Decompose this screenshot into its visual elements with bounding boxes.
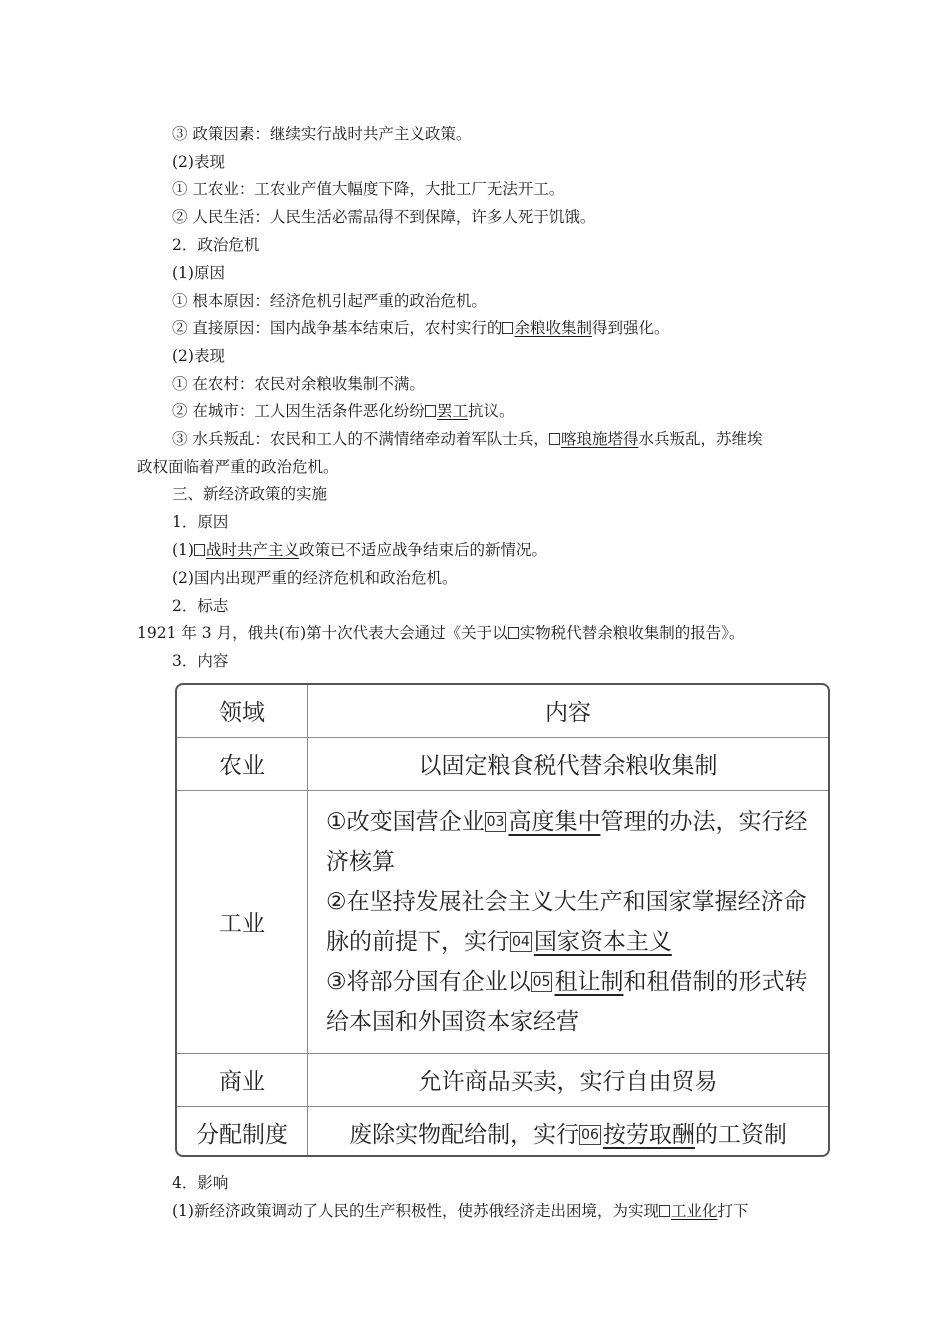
header-cell: 领域 (177, 685, 308, 737)
content-table (175, 683, 830, 1157)
blank-number: 06 (581, 1127, 599, 1144)
subheading (172, 152, 225, 172)
blank-answer: 罢工 (436, 402, 468, 420)
blank-answer: 战时共产主义 (205, 541, 299, 559)
blank-number: 05 (532, 973, 551, 990)
blank-answer: 余粮收集制 (514, 319, 592, 337)
blank-answer: 按劳取酬 (602, 1122, 695, 1149)
line-text: (2)国内出现严重的经济危机和政治危机。 (172, 569, 458, 587)
line-text: 1．原因 (172, 513, 229, 531)
line-text: 抗议。 (467, 402, 515, 420)
text-line (172, 568, 457, 588)
text-line (137, 623, 744, 643)
blank-box-icon (659, 1205, 670, 1217)
subheading (172, 596, 228, 616)
line-text: 2．政治危机 (172, 236, 260, 254)
cell-text: ③将部分国有企业以 (326, 968, 531, 995)
content-cell: 以固定粮食税代替余粮收集制 (308, 737, 829, 790)
cell-text: ②在坚持发展社会主义大生产和国家掌握经济命脉的前提下，实行 (326, 888, 807, 955)
blank-answer: 租让制 (554, 968, 624, 995)
blank-number: 03 (486, 813, 505, 830)
table-header-row (177, 685, 828, 737)
blank-answer: 高度集中 (508, 808, 601, 835)
blank-answer: 工业化 (670, 1202, 718, 1220)
table-row (177, 737, 828, 790)
line-text: 1921 年 3 月，俄共(布)第十次代表大会通过《关于以 (137, 624, 508, 642)
text-line (172, 401, 514, 421)
subheading (172, 512, 228, 532)
line-text: 水兵叛乱，苏维埃 (638, 430, 763, 448)
table-row (177, 790, 828, 1053)
content-cell: 允许商品买卖，实行自由贸易 (308, 1053, 829, 1106)
blank-number: 04 (512, 933, 530, 950)
text-line (172, 207, 595, 227)
text-line (172, 124, 471, 144)
line-text: ① 在农村：农民对余粮收集制不满。 (172, 375, 425, 393)
cell-text: 的工资制 (694, 1122, 787, 1149)
line-text: ③ 政策因素：继续实行战时共产主义政策。 (172, 125, 472, 143)
field-cell: 分配制度 (177, 1106, 308, 1157)
cell-text: ①改变国营企业 (326, 808, 485, 835)
blank-box-icon (549, 433, 560, 445)
table-row (177, 1106, 828, 1157)
line-text: (1)原因 (172, 264, 225, 282)
cell-text: 管理的办法，实行经济核算 (326, 808, 808, 875)
line-text: ② 直接原因：国内战争基本结束后，农村实行的 (172, 319, 503, 337)
line-text: 3．内容 (172, 652, 229, 670)
blank-answer: 喀琅施塔得 (560, 430, 639, 448)
blank-box-icon (194, 544, 205, 556)
text-line (172, 318, 669, 338)
text-line (172, 429, 762, 449)
blank-box-icon (502, 322, 513, 334)
subheading (172, 651, 228, 671)
line-text: (1)新经济政策调动了人民的生产积极性，使苏俄经济走出困境，为实现 (172, 1202, 659, 1220)
blank-answer: 国家资本主义 (533, 928, 672, 955)
section-heading (172, 235, 259, 255)
text-line (172, 291, 487, 311)
text-line (172, 374, 425, 394)
line-text: ① 根本原因：经济危机引起严重的政治危机。 (172, 292, 487, 310)
line-text: (2)表现 (172, 153, 225, 171)
cell-text: 和租借制的形式转给本国和外国资本家经营 (326, 968, 808, 1035)
line-text: 打下 (717, 1202, 749, 1220)
line-text: (1) (172, 541, 194, 559)
header-cell: 内容 (308, 685, 829, 737)
line-text: 4．影响 (172, 1174, 229, 1192)
fill-in-blank (194, 541, 299, 559)
text-line (172, 179, 564, 199)
line-text: 三、新经济政策的实施 (172, 485, 328, 503)
fill-in-blank (425, 402, 468, 420)
section-heading (172, 484, 327, 504)
line-text: 实物税代替余粮收集制的报告》。 (519, 624, 745, 642)
field-cell: 商业 (177, 1053, 308, 1106)
fill-in-blank (549, 430, 639, 448)
subheading (172, 1173, 228, 1193)
fill-in-blank (502, 319, 592, 337)
field-cell: 农业 (177, 737, 308, 790)
text-line (172, 540, 547, 560)
line-text: ③ 水兵叛乱：农民和工人的不满情绪牵动着军队士兵， (172, 430, 549, 448)
content-cell (308, 1106, 829, 1157)
text-line (172, 1201, 749, 1221)
blank-box-icon (425, 405, 436, 417)
line-text: 2．标志 (172, 597, 229, 615)
subheading (172, 346, 225, 366)
content-cell (308, 790, 829, 1053)
table-row (177, 1053, 828, 1106)
line-text: 政权面临着严重的政治危机。 (137, 458, 339, 476)
text-line (137, 457, 339, 477)
line-text: ② 在城市：工人因生活条件恶化纷纷 (172, 402, 425, 420)
subheading (172, 263, 225, 283)
line-text: 得到强化。 (591, 319, 670, 337)
line-text: ② 人民生活：人民生活必需品得不到保障，许多人死于饥饿。 (172, 208, 596, 226)
cell-text: 废除实物配给制，实行 (349, 1122, 580, 1149)
blank-box-icon (508, 627, 519, 639)
field-cell: 工业 (177, 790, 308, 1053)
line-text: ① 工农业：工农业产值大幅度下降，大批工厂无法开工。 (172, 180, 565, 198)
line-text: (2)表现 (172, 347, 225, 365)
line-text: 政策已不适应战争结束后的新情况。 (298, 541, 547, 559)
fill-in-blank (659, 1202, 718, 1220)
